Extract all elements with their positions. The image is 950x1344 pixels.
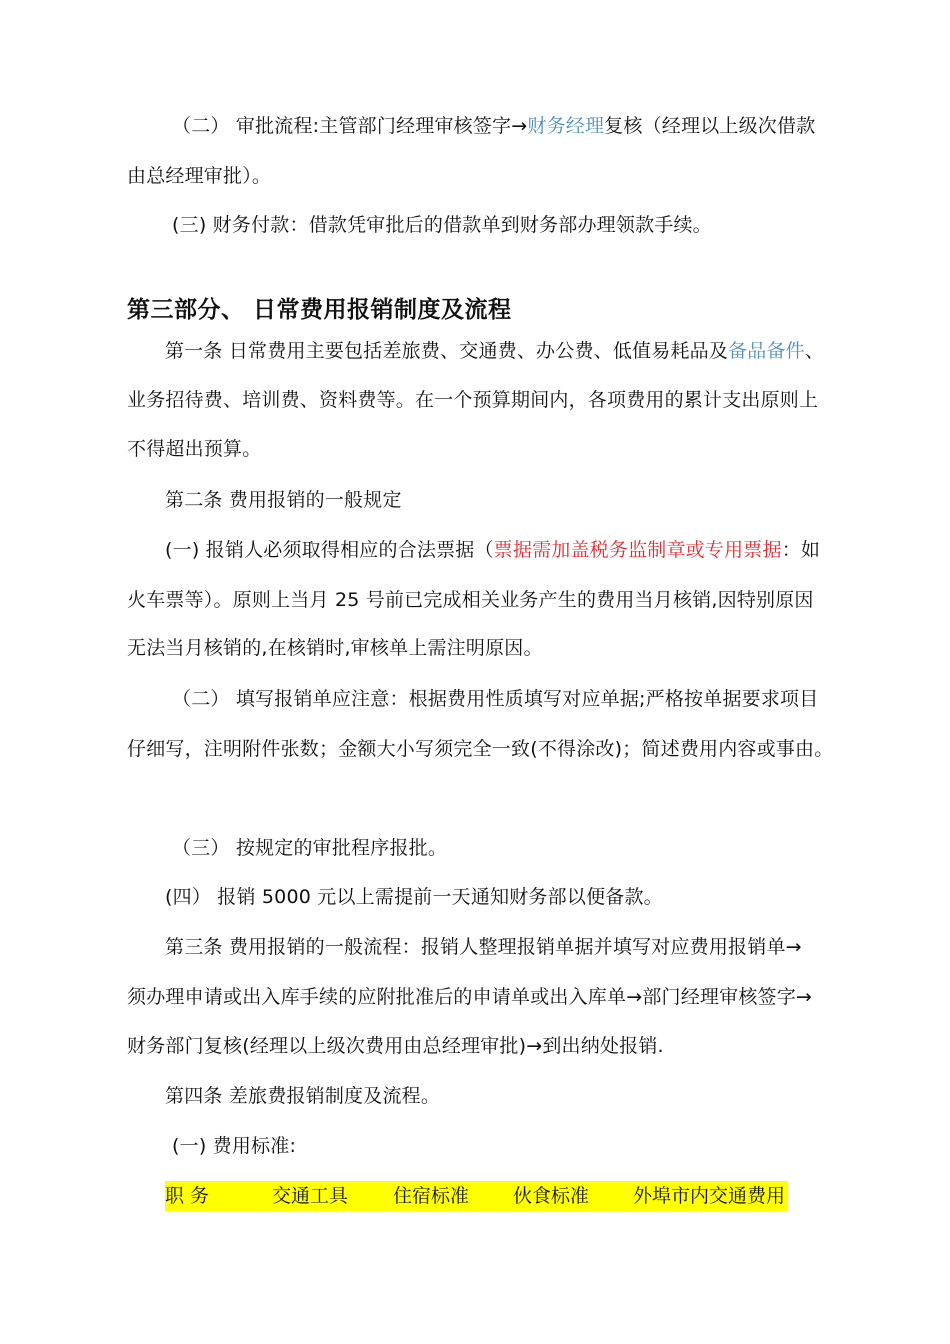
rule-1-line-3: 无法当月核销的,在核销时,审核单上需注明原因。 <box>127 637 543 659</box>
approval-process-line-1: （二） 审批流程:主管部门经理审核签字→财务经理复核（经理以上级次借款 <box>172 115 816 137</box>
header-lodging: 住宿标准 <box>393 1185 470 1207</box>
header-position: 职 务 <box>165 1185 210 1207</box>
rule-3-line: （三） 按规定的审批程序报批。 <box>172 837 448 859</box>
rule-1-line-2: 火车票等）。原则上当月 25 号前已完成相关业务产生的费用当月核销,因特别原因 <box>127 589 814 611</box>
finance-manager-term: 财务经理 <box>527 115 605 137</box>
expense-standard-heading: (一) 费用标准: <box>172 1135 297 1157</box>
rule-2-line-1: （二） 填写报销单应注意：根据费用性质填写对应单据;严格按单据要求项目 <box>172 688 819 710</box>
rule-2-line-2: 仔细写，注明附件张数；金额大小写须完全一致(不得涂改)；简述费用内容或事由。 <box>127 738 834 760</box>
approval-process-line-2: 由总经理审批）。 <box>127 165 272 187</box>
standards-table-header-row <box>165 1181 788 1211</box>
article-4-heading: 第四条 差旅费报销制度及流程。 <box>165 1085 441 1107</box>
section-title: 第三部分、 日常费用报销制度及流程 <box>127 297 512 323</box>
article-1-line-2: 业务招待费、培训费、资料费等。在一个预算期间内，各项费用的累计支出原则上 <box>127 389 819 411</box>
article-1-line-3: 不得超出预算。 <box>127 438 262 460</box>
finance-payment-line: (三) 财务付款：借款凭审批后的借款单到财务部办理领款手续。 <box>172 214 712 236</box>
rule-4-line: (四） 报销 5000 元以上需提前一天通知财务部以便备款。 <box>165 886 663 908</box>
tax-stamp-requirement: 票据需加盖税务监制章或专用票据 <box>493 539 782 561</box>
article-2-heading: 第二条 费用报销的一般规定 <box>165 489 402 511</box>
article-3-line-1: 第三条 费用报销的一般流程：报销人整理报销单据并填写对应费用报销单→ <box>165 936 802 958</box>
header-meals: 伙食标准 <box>513 1185 590 1207</box>
article-3-line-2: 须办理申请或出入库手续的应附批准后的申请单或出入库单→部门经理审核签字→ <box>127 986 813 1008</box>
rule-1-line-1: (一) 报销人必须取得相应的合法票据（票据需加盖税务监制章或专用票据：如 <box>165 539 821 561</box>
spare-parts-term: 备品备件 <box>728 340 805 362</box>
article-3-line-3: 财务部门复核(经理以上级次费用由总经理审批)→到出纳处报销. <box>127 1035 664 1057</box>
header-transport: 交通工具 <box>272 1185 349 1207</box>
header-local-transport: 外埠市内交通费用 <box>633 1185 786 1207</box>
article-1-line-1: 第一条 日常费用主要包括差旅费、交通费、办公费、低值易耗品及备品备件、 <box>165 340 825 362</box>
